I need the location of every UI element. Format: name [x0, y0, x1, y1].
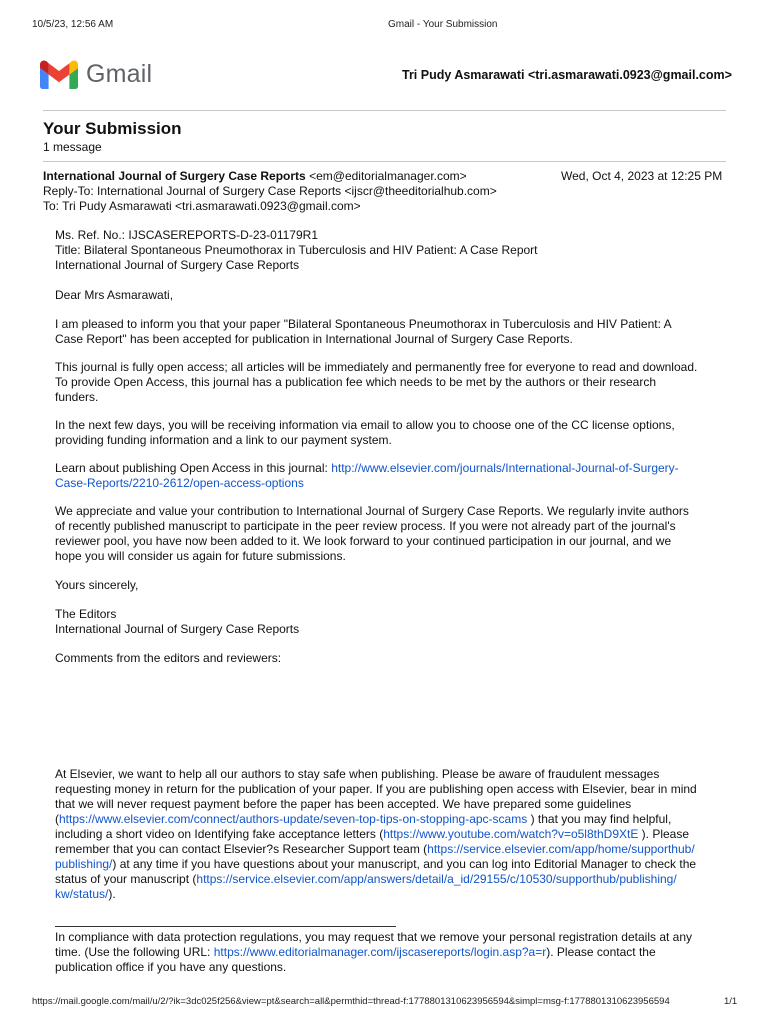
- paragraph-reviewer: hope you will consider us again for future submissions.: [55, 549, 346, 563]
- text: status of your manuscript (: [55, 872, 197, 886]
- paragraph-acceptance: Case Report" has been accepted for publication in International Journal of Surgery Case Reports.: [55, 332, 573, 346]
- paragraph-safety: [55, 887, 116, 901]
- paragraph-safety: [55, 827, 689, 841]
- text: ). Please contact the: [546, 945, 656, 959]
- to-line: To: Tri Pudy Asmarawati <tri.asmarawati.0923@gmail.com>: [43, 199, 361, 213]
- thread-divider: [43, 161, 726, 162]
- text: ).: [108, 887, 116, 901]
- gmail-logo: [40, 56, 162, 92]
- ref-label: Ms. Ref. No.:: [55, 228, 129, 242]
- status-link[interactable]: https://service.elsevier.com/app/answers/detail/a_id/29155/c/10530/supporthub/publishing/: [196, 872, 677, 886]
- paragraph-safety: [55, 872, 677, 886]
- title-line: Title: Bilateral Spontaneous Pneumothorax in Tuberculosis and HIV Patient: A Case Report: [55, 243, 538, 257]
- paragraph-reviewer: We appreciate and value your contribution to International Journal of Surgery Case Reports. We regularly invite authors: [55, 504, 689, 518]
- text: time. (Use the following URL:: [55, 945, 214, 959]
- paragraph-open-access: This journal is fully open access; all articles will be immediately and permanently free for everyone to read and download.: [55, 360, 698, 374]
- open-access-link[interactable]: http://www.elsevier.com/journals/International-Journal-of-Surgery-: [331, 461, 679, 475]
- footer-separator: [55, 926, 396, 927]
- text: ) at any time if you have questions about your manuscript, and you can log into Editorial Manager to check the: [112, 857, 697, 871]
- paragraph-safety: requesting money in return for the publication of your paper. If you are publishing open access with Elsevier, bear in mind: [55, 782, 697, 796]
- paragraph-reviewer: reviewer pool, you have now been added to it. We look forward to your continued participation in our journal, and we: [55, 534, 672, 548]
- greeting: Dear Mrs Asmarawati,: [55, 288, 174, 302]
- open-access-link[interactable]: Case-Reports/2210-2612/open-access-options: [55, 476, 304, 490]
- paragraph-reviewer: of recently published manuscript to participate in the peer review process. If you were not already part of the journal's: [55, 519, 676, 533]
- paragraph-safety: [55, 842, 695, 856]
- ref-line: [55, 228, 318, 242]
- text: (: [55, 812, 59, 826]
- journal-line: International Journal of Surgery Case Reports: [55, 258, 300, 272]
- paragraph-open-access: To provide Open Access, this journal has a publication fee which needs to be met by the authors or their research: [55, 375, 657, 389]
- gmail-wordmark: Gmail: [86, 59, 153, 88]
- paragraph-safety: [55, 857, 696, 871]
- paragraph-license: providing funding information and a link to our payment system.: [55, 433, 392, 447]
- paragraph-learn: [55, 476, 304, 490]
- sender-name: International Journal of Surgery Case Reports: [43, 169, 306, 183]
- paragraph-open-access: funders.: [55, 390, 99, 404]
- supporthub-link[interactable]: https://service.elsevier.com/app/home/supporthub/: [427, 842, 695, 856]
- signature: The Editors: [55, 607, 117, 621]
- signature: International Journal of Surgery Case Reports: [55, 622, 300, 636]
- text: ) that you may find helpful,: [527, 812, 672, 826]
- message-count: 1 message: [43, 140, 102, 154]
- print-url: https://mail.google.com/mail/u/2/?ik=3dc025f256&view=pt&search=all&permthid=thread-f:1778801310623956594&simpl=msg-f:1778801310623956594: [32, 996, 670, 1007]
- closing: Yours sincerely,: [55, 578, 139, 592]
- print-title: Gmail - Your Submission: [388, 19, 498, 30]
- paragraph-safety: [55, 812, 671, 826]
- paragraph-privacy: [55, 945, 656, 959]
- reply-to-line: Reply-To: International Journal of Surgery Case Reports <ijscr@theeditorialhub.com>: [43, 184, 497, 198]
- header-divider: [43, 110, 726, 111]
- gmail-m-icon: [40, 60, 78, 89]
- paragraph-acceptance: I am pleased to inform you that your paper "Bilateral Spontaneous Pneumothorax in Tuberculosis and HIV Patient: A: [55, 317, 672, 331]
- paragraph-safety: At Elsevier, we want to help all our authors to stay safe when publishing. Please be aware of fraudulent messages: [55, 767, 660, 781]
- print-page-number: 1/1: [724, 996, 738, 1007]
- ref-number: IJSCASEREPORTS-D-23-01179R1: [128, 228, 318, 242]
- privacy-link[interactable]: https://www.editorialmanager.com/ijscasereports/login.asp?a=r: [213, 945, 547, 959]
- paragraph-license: In the next few days, you will be receiving information via email to allow you to choose one of the CC license options,: [55, 418, 675, 432]
- supporthub-link[interactable]: publishing/: [55, 857, 113, 871]
- message-from: [43, 169, 467, 183]
- text: including a short video on Identifying fake acceptance letters (: [55, 827, 384, 841]
- status-link[interactable]: kw/status/: [55, 887, 109, 901]
- paragraph-safety: that we will never request payment before the paper has been accepted. We have prepared some guidelines: [55, 797, 632, 811]
- paragraph-privacy: publication office if you have any questions.: [55, 960, 287, 974]
- paragraph-privacy: In compliance with data protection regulations, you may request that we remove your personal registration details at any: [55, 930, 693, 944]
- youtube-link[interactable]: https://www.youtube.com/watch?v=o5l8thD9XtE: [383, 827, 639, 841]
- comments-heading: Comments from the editors and reviewers:: [55, 651, 282, 665]
- text: remember that you can contact Elsevier?s Researcher Support team (: [55, 842, 428, 856]
- sender-email: <em@editorialmanager.com>: [309, 169, 467, 183]
- message-date: Wed, Oct 4, 2023 at 12:25 PM: [561, 169, 723, 183]
- text: ). Please: [638, 827, 690, 841]
- account-user: Tri Pudy Asmarawati <tri.asmarawati.0923@gmail.com>: [402, 68, 732, 82]
- thread-subject: Your Submission: [43, 119, 182, 138]
- apc-scams-link[interactable]: https://www.elsevier.com/connect/authors-update/seven-top-tips-on-stopping-apc-scams: [59, 812, 528, 826]
- print-datetime: 10/5/23, 12:56 AM: [32, 19, 114, 30]
- paragraph-learn: [55, 461, 679, 475]
- learn-text: Learn about publishing Open Access in this journal:: [55, 461, 332, 475]
